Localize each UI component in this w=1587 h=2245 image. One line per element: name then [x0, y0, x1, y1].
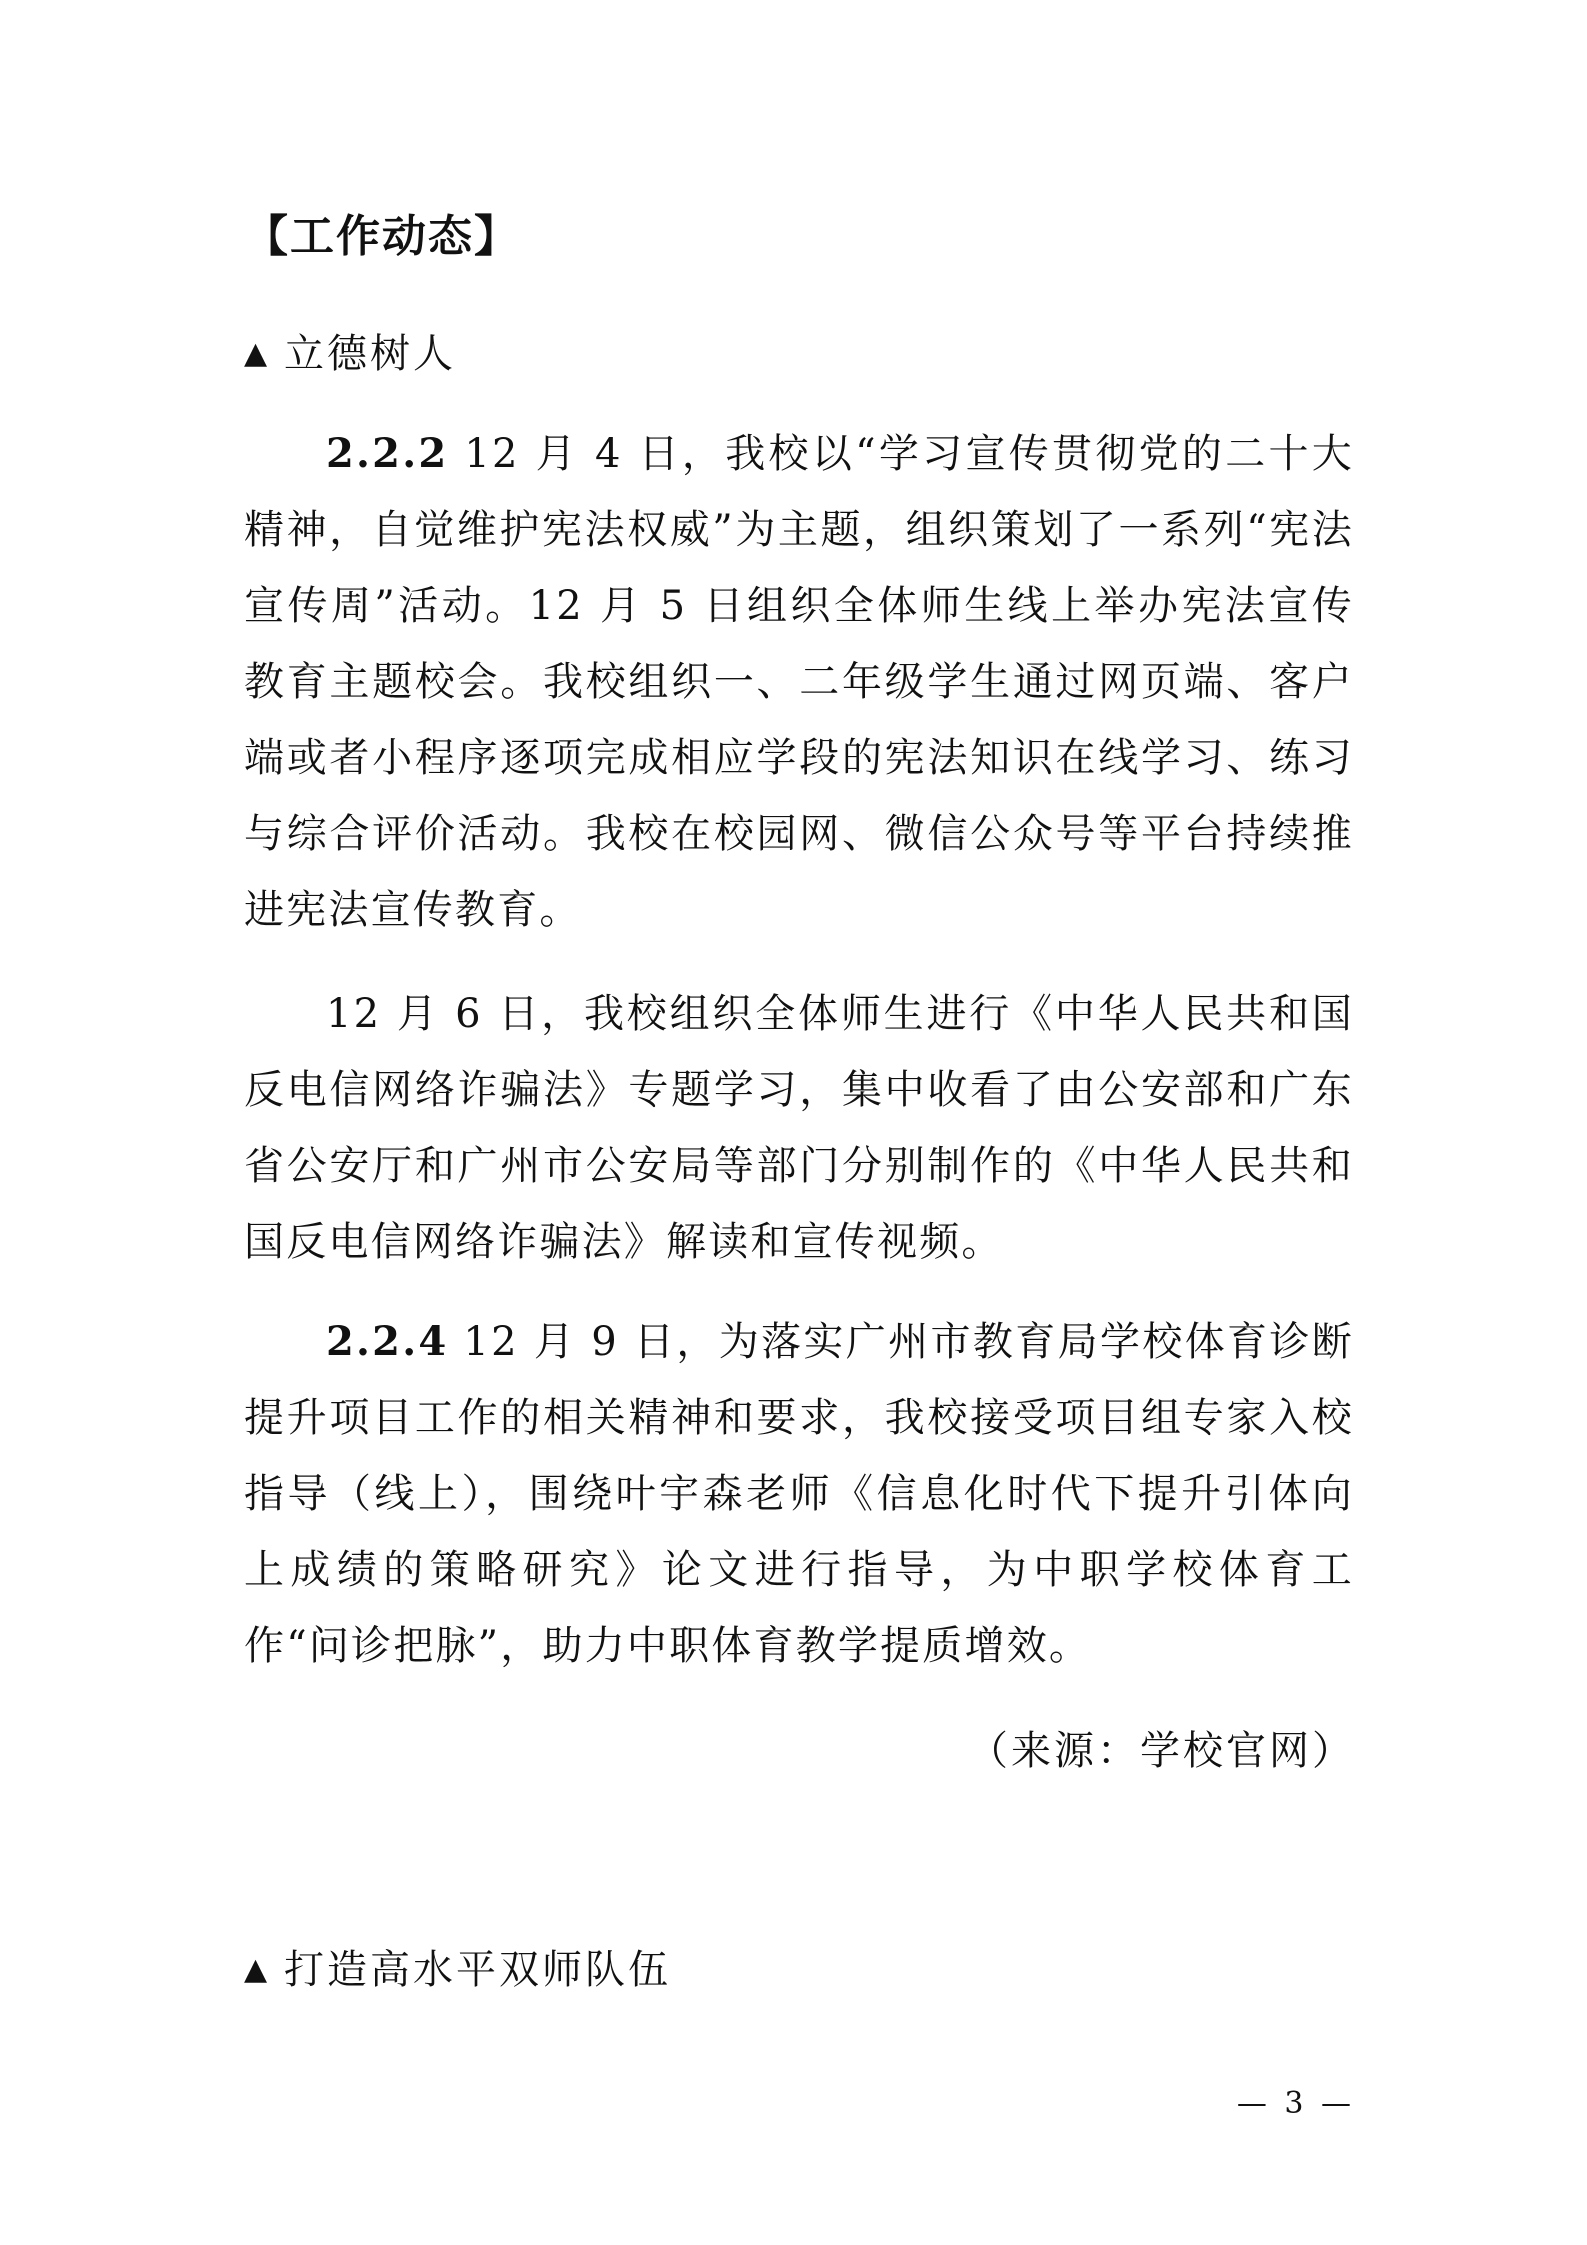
triangle-icon: ▲: [244, 1952, 271, 1987]
subhead-dual-teacher: [244, 1938, 671, 1995]
paragraph-pe-diagnosis: [244, 1304, 1354, 1684]
paragraph-text: 12 月 4 日，我校以“学习宣传贯彻党的二十大精神，自觉维护宪法权威”为主题，组织策划了一系列“宪法宣传周”活动。12 月 5 日组织全体师生线上举办宪法宣传教育主题校会。我校组织一、二年级学生通过网页端、客户端或者小程序逐项完成相应学段的宪法知识在线学习、练习与综合评价活动。我校在校园网、微信公众号等平台持续推进宪法宣传教育。: [244, 431, 1354, 933]
subhead-text: 立德树人: [284, 331, 456, 377]
item-number: 2.2.2: [326, 430, 449, 477]
paragraph-text: 12 月 9 日，为落实广州市教育局学校体育诊断提升项目工作的相关精神和要求，我校接受项目组专家入校指导（线上），围绕叶宇森老师《信息化时代下提升引体向上成绩的策略研究》论文进行指导，为中职学校体育工作“问诊把脉”，助力中职体育教学提质增效。: [244, 1319, 1354, 1669]
triangle-icon: ▲: [244, 336, 271, 371]
page-number: — 3 —: [1236, 2086, 1355, 2121]
subhead-lide-shuren: [244, 322, 456, 379]
source-note: （来源：学校官网）: [968, 1728, 1355, 1774]
item-number: 2.2.4: [326, 1318, 449, 1365]
paragraph-text: 12 月 6 日，我校组织全体师生进行《中华人民共和国反电信网络诈骗法》专题学习，集中收看了由公安部和广东省公安厅和广州市公安局等部门分别制作的《中华人民共和国反电信网络诈骗法》解读和宣传视频。: [244, 991, 1354, 1265]
paragraph-constitution-week: [244, 416, 1354, 948]
paragraph-anti-fraud-law: [244, 976, 1354, 1280]
section-title: 【工作动态】: [244, 211, 520, 262]
subhead-text: 打造高水平双师队伍: [284, 1947, 671, 1993]
